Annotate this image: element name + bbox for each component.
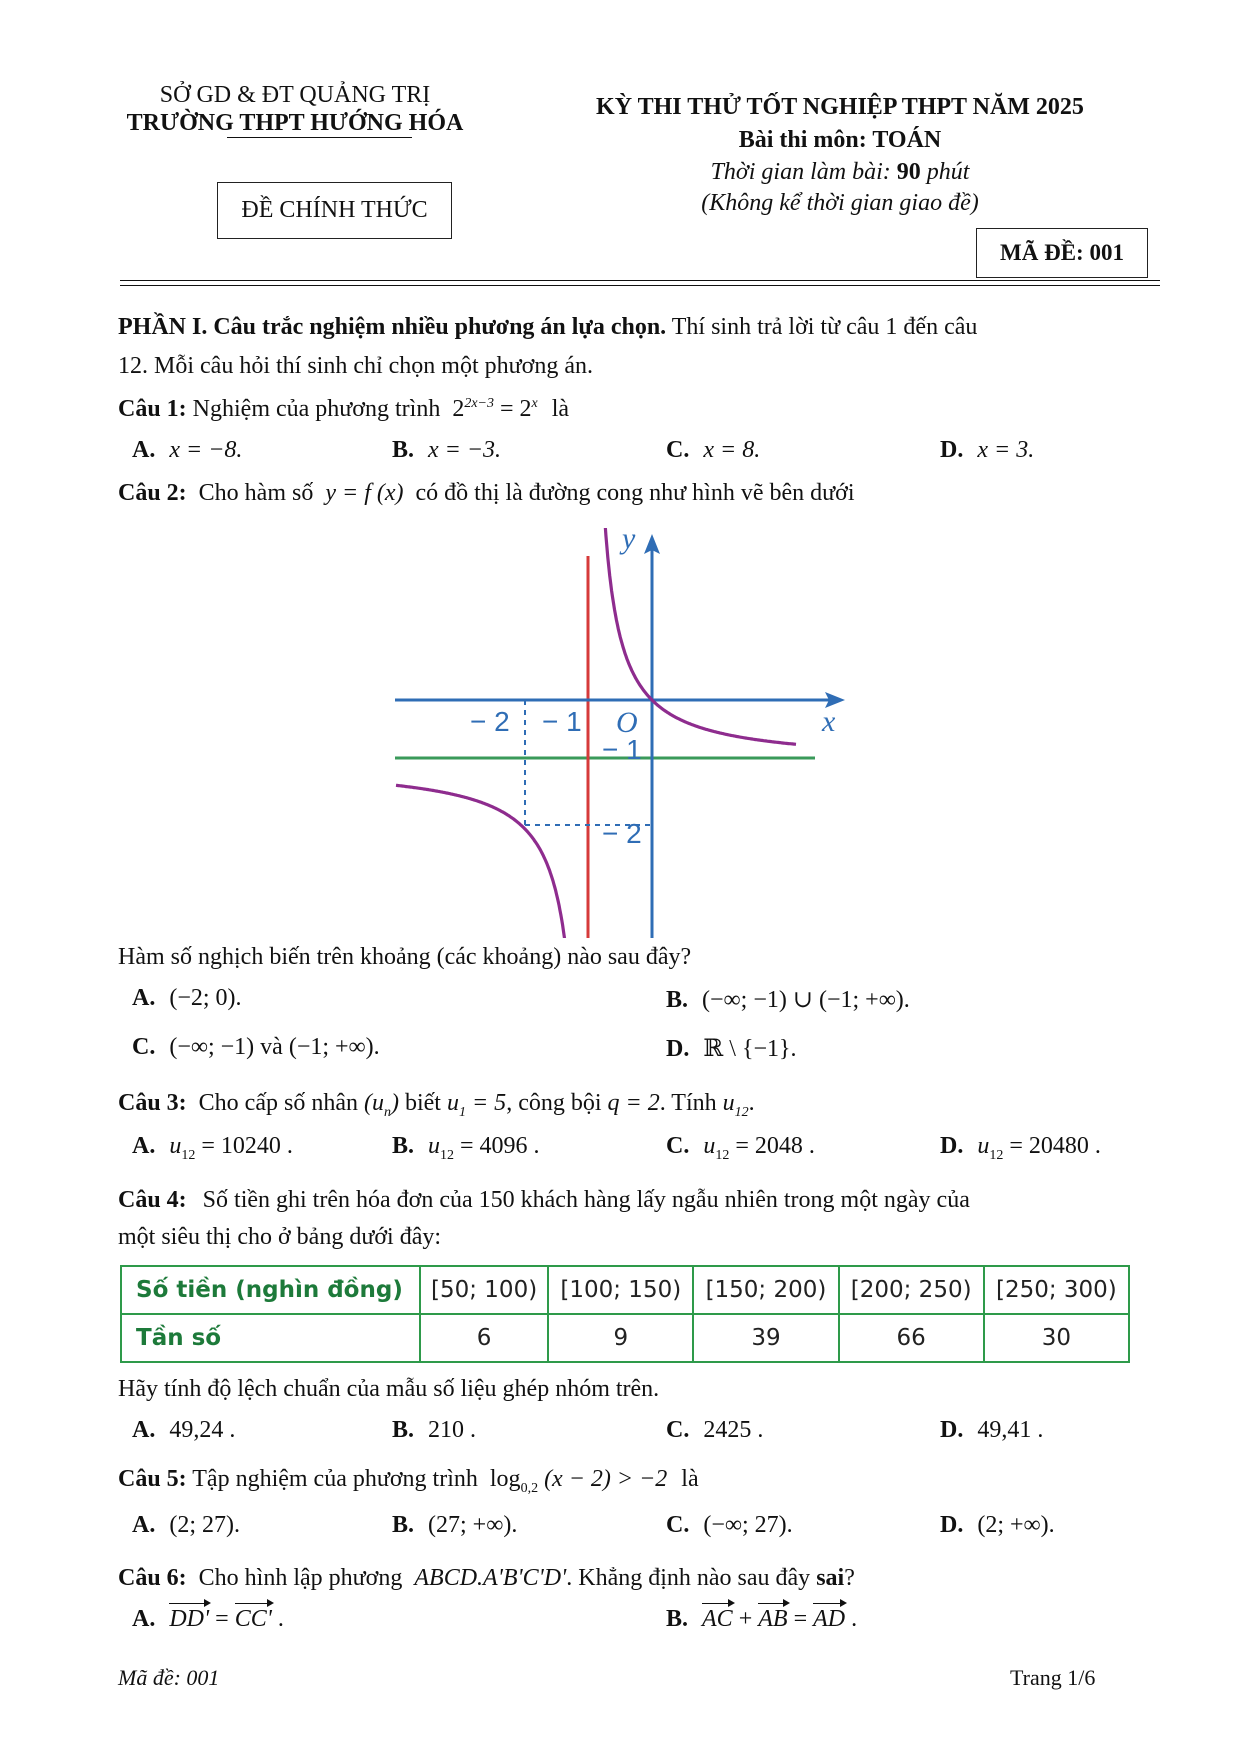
q3-text-c: , công bội bbox=[506, 1090, 602, 1116]
option-sub: 12 bbox=[989, 1147, 1004, 1163]
option-text: x = 3. bbox=[977, 437, 1035, 463]
q3-text-e: . bbox=[748, 1090, 755, 1116]
option-text: (27; +∞). bbox=[428, 1512, 518, 1538]
q5-log: log bbox=[489, 1466, 521, 1492]
q3-u12-u: u bbox=[722, 1090, 735, 1116]
q3-u1-u: u bbox=[446, 1090, 459, 1116]
time-note: (Không kể thời gian giao đề) bbox=[701, 190, 979, 216]
q3-text-a: Cho cấp số nhân bbox=[198, 1090, 358, 1116]
q4-option-c bbox=[666, 1417, 763, 1444]
q5-option-d bbox=[940, 1512, 1055, 1539]
q1-label: Câu 1: bbox=[118, 396, 187, 422]
curve-left-branch bbox=[396, 785, 570, 938]
option-text: x = −8. bbox=[169, 437, 243, 463]
q3-seq-sub: n bbox=[383, 1104, 391, 1120]
q1-eq-exp2: x bbox=[531, 396, 538, 411]
q2-option-c bbox=[132, 1034, 380, 1061]
table-freq-label: Tần số bbox=[121, 1314, 420, 1362]
table-cell: 30 bbox=[984, 1314, 1129, 1362]
option-text: 49,24 . bbox=[169, 1417, 236, 1443]
option-label: A. bbox=[132, 1512, 156, 1538]
q4-question: Hãy tính độ lệch chuẩn của mẫu số liệu ghép nhóm trên. bbox=[118, 1376, 660, 1402]
table-row bbox=[121, 1314, 1129, 1362]
option-label: B. bbox=[666, 987, 689, 1013]
q5-stem bbox=[118, 1466, 699, 1497]
q6-q: ? bbox=[844, 1565, 855, 1591]
time-prefix: Thời gian làm bài: bbox=[710, 159, 897, 185]
option-text: x = −3. bbox=[428, 437, 502, 463]
q5-inequality bbox=[489, 1466, 668, 1496]
q4-stem bbox=[118, 1187, 970, 1214]
q3-u1-val: = 5 bbox=[465, 1090, 507, 1116]
table-cell: 39 bbox=[693, 1314, 838, 1362]
time-suffix: phút bbox=[920, 159, 970, 185]
q1-stem bbox=[118, 396, 569, 423]
q1-eq-base: 2 bbox=[452, 396, 465, 422]
option-sub: 12 bbox=[181, 1147, 196, 1163]
option-u: u bbox=[703, 1133, 716, 1159]
table-cell: [150; 200) bbox=[693, 1266, 838, 1314]
q3-text-d: . Tính bbox=[659, 1090, 717, 1116]
q4-option-a bbox=[132, 1417, 235, 1444]
q4-option-b bbox=[392, 1417, 476, 1444]
table-cell: [200; 250) bbox=[839, 1266, 984, 1314]
q3-u1 bbox=[446, 1090, 507, 1120]
option-label: B. bbox=[392, 437, 415, 463]
time-value: 90 bbox=[896, 159, 921, 185]
exam-time bbox=[540, 159, 1140, 186]
q1-option-d bbox=[940, 437, 1034, 464]
q5-log-sub: 0,2 bbox=[520, 1480, 539, 1496]
option-end: . bbox=[845, 1606, 858, 1632]
q5-text: Tập nghiệm của phương trình bbox=[192, 1466, 478, 1492]
q3-option-b bbox=[392, 1133, 540, 1164]
q6-cube: ABCD.A'B'C'D' bbox=[414, 1565, 567, 1591]
header-rule-top bbox=[120, 280, 1160, 281]
part1-heading: PHẦN I. Câu trắc nghiệm nhiều phương án lựa chọn. bbox=[118, 314, 667, 340]
q3-label: Câu 3: bbox=[118, 1090, 187, 1116]
option-label: D. bbox=[940, 437, 964, 463]
option-u: u bbox=[428, 1133, 441, 1159]
option-label: A. bbox=[132, 1133, 156, 1159]
q5-option-b bbox=[392, 1512, 517, 1539]
q6-stem bbox=[118, 1565, 855, 1592]
q3-ratio: q = 2 bbox=[607, 1090, 660, 1116]
option-label: C. bbox=[132, 1034, 156, 1060]
q6-label: Câu 6: bbox=[118, 1565, 187, 1591]
footer-code: Mã đề: 001 bbox=[118, 1665, 220, 1690]
school-underline bbox=[227, 137, 412, 138]
function-graph bbox=[390, 528, 850, 938]
option-end: . bbox=[271, 1606, 284, 1632]
q2-text-a: Cho hàm số bbox=[198, 480, 314, 506]
option-label: B. bbox=[392, 1417, 415, 1443]
q5-option-a bbox=[132, 1512, 240, 1539]
y-axis-label: y bbox=[622, 528, 636, 555]
tick-x-minus2: − 2 bbox=[470, 706, 510, 737]
q3-option-c bbox=[666, 1133, 815, 1164]
table-cell: 66 bbox=[839, 1314, 984, 1362]
table-cell: [50; 100) bbox=[420, 1266, 548, 1314]
table-cell: [250; 300) bbox=[984, 1266, 1129, 1314]
table-cell: 6 bbox=[420, 1314, 548, 1362]
table-row bbox=[121, 1266, 1129, 1314]
tick-y-minus2: − 2 bbox=[602, 818, 642, 849]
q4-text-b: một siêu thị cho ở bảng dưới đây: bbox=[118, 1224, 442, 1250]
option-sub: 12 bbox=[440, 1147, 455, 1163]
option-label: B. bbox=[392, 1512, 415, 1538]
header-rule-bottom bbox=[120, 285, 1160, 286]
q1-eq-exp: 2x−3 bbox=[464, 396, 494, 411]
option-text: 210 . bbox=[428, 1417, 477, 1443]
q1-eq-mid: = 2 bbox=[494, 396, 532, 422]
q1-option-b bbox=[392, 437, 501, 464]
x-axis-label: x bbox=[822, 705, 836, 738]
option-text: (−2; 0). bbox=[169, 985, 242, 1011]
q1-option-a bbox=[132, 437, 242, 464]
origin-label: O bbox=[616, 706, 638, 739]
option-eq: = bbox=[209, 1606, 235, 1632]
q5-end: là bbox=[681, 1466, 699, 1492]
q5-label: Câu 5: bbox=[118, 1466, 187, 1492]
option-label: C. bbox=[666, 1133, 690, 1159]
option-label: A. bbox=[132, 1417, 156, 1443]
footer-page: Trang 1/6 bbox=[1010, 1665, 1096, 1690]
part1-intro-a: Thí sinh trả lời từ câu 1 đến câu bbox=[666, 314, 978, 340]
option-text: (−∞; −1) ∪ (−1; +∞). bbox=[702, 987, 910, 1013]
part1-title bbox=[118, 314, 977, 341]
option-label: C. bbox=[666, 437, 690, 463]
option-val: = 2048 . bbox=[729, 1133, 815, 1159]
table-header-label: Số tiền (nghìn đồng) bbox=[121, 1266, 420, 1314]
q2-option-b bbox=[666, 985, 910, 1014]
option-text: x = 8. bbox=[703, 437, 761, 463]
q3-u12-sub: 12 bbox=[734, 1104, 749, 1120]
q4-text-a: Số tiền ghi trên hóa đơn của 150 khách hàng lấy ngẫu nhiên trong một ngày của bbox=[202, 1187, 970, 1213]
option-plus: + bbox=[732, 1606, 759, 1632]
exam-code-box: MÃ ĐỀ: 001 bbox=[976, 228, 1148, 278]
q3-option-d bbox=[940, 1133, 1101, 1164]
option-label: D. bbox=[940, 1417, 964, 1443]
tick-y-minus1: − 1 bbox=[602, 734, 642, 765]
vector-ab: AB bbox=[758, 1606, 788, 1632]
option-u: u bbox=[169, 1133, 182, 1159]
option-text: (2; +∞). bbox=[977, 1512, 1055, 1538]
option-eq: = bbox=[787, 1606, 814, 1632]
option-text: (−∞; −1) và (−1; +∞). bbox=[169, 1034, 380, 1060]
q2-stem bbox=[118, 480, 855, 507]
q6-text-a: Cho hình lập phương bbox=[198, 1565, 403, 1591]
option-label: A. bbox=[132, 437, 156, 463]
q3-seq bbox=[363, 1090, 399, 1120]
option-u: u bbox=[977, 1133, 990, 1159]
option-val: = 4096 . bbox=[454, 1133, 540, 1159]
part1-intro-b: 12. Mỗi câu hỏi thí sinh chỉ chọn một phương án. bbox=[118, 353, 593, 379]
q3-seq-end: ) bbox=[390, 1090, 399, 1116]
option-label: A. bbox=[132, 1606, 156, 1632]
q2-label: Câu 2: bbox=[118, 480, 187, 506]
dept-name: SỞ GD & ĐT QUẢNG TRỊ bbox=[159, 82, 431, 108]
vector-dd: DD' bbox=[169, 1606, 210, 1632]
option-text: 49,41 . bbox=[977, 1417, 1044, 1443]
option-label: B. bbox=[666, 1606, 689, 1632]
option-sub: 12 bbox=[715, 1147, 730, 1163]
subject: Bài thi môn: TOÁN bbox=[738, 127, 942, 153]
q3-stem bbox=[118, 1090, 755, 1121]
table-cell: [100; 150) bbox=[548, 1266, 693, 1314]
option-label: C. bbox=[666, 1512, 690, 1538]
option-val: = 20480 . bbox=[1003, 1133, 1101, 1159]
q4-label: Câu 4: bbox=[118, 1187, 187, 1213]
option-label: D. bbox=[666, 1036, 690, 1062]
q6-sai: sai bbox=[816, 1565, 845, 1591]
q6-text-b: . Khẳng định nào sau đây bbox=[566, 1565, 811, 1591]
table-cell: 9 bbox=[548, 1314, 693, 1362]
q3-seq-u: (u bbox=[363, 1090, 384, 1116]
option-label: C. bbox=[666, 1417, 690, 1443]
q1-text: Nghiệm của phương trình bbox=[192, 396, 441, 422]
q1-end: là bbox=[551, 396, 570, 422]
option-text: (−∞; 27). bbox=[703, 1512, 793, 1538]
q5-log-rest: (x − 2) > −2 bbox=[538, 1466, 668, 1492]
option-text: 2425 . bbox=[703, 1417, 764, 1443]
option-label: A. bbox=[132, 985, 156, 1011]
option-label: B. bbox=[392, 1133, 415, 1159]
frequency-table bbox=[120, 1265, 1130, 1363]
vector-cc: CC' bbox=[234, 1606, 272, 1632]
q1-equation bbox=[452, 396, 537, 422]
tick-x-minus1: − 1 bbox=[542, 706, 582, 737]
q2-question: Hàm số nghịch biến trên khoảng (các khoảng) nào sau đây? bbox=[118, 944, 692, 970]
option-text: ℝ \ {−1}. bbox=[703, 1036, 797, 1062]
q5-option-c bbox=[666, 1512, 793, 1539]
q2-option-a bbox=[132, 985, 242, 1012]
option-val: = 10240 . bbox=[195, 1133, 293, 1159]
vector-ad: AD bbox=[813, 1606, 846, 1632]
q6-option-b bbox=[666, 1606, 857, 1633]
option-label: D. bbox=[940, 1512, 964, 1538]
q3-u12 bbox=[722, 1090, 749, 1120]
option-label: D. bbox=[940, 1133, 964, 1159]
q2-option-d bbox=[666, 1034, 797, 1063]
q2-text-b: có đồ thị là đường cong như hình vẽ bên dưới bbox=[415, 480, 855, 506]
q4-option-d bbox=[940, 1417, 1043, 1444]
exam-title: KỲ THI THỬ TỐT NGHIỆP THPT NĂM 2025 bbox=[596, 94, 1084, 120]
q1-option-c bbox=[666, 437, 760, 464]
q2-func: y = f (x) bbox=[325, 480, 404, 506]
official-badge: ĐỀ CHÍNH THỨC bbox=[217, 182, 452, 239]
q3-option-a bbox=[132, 1133, 293, 1164]
q6-option-a bbox=[132, 1606, 284, 1633]
school-name: TRƯỜNG THPT HƯỚNG HÓA bbox=[126, 110, 464, 136]
q3-text-b: biết bbox=[404, 1090, 441, 1116]
option-text: (2; 27). bbox=[169, 1512, 240, 1538]
vector-ac: AC bbox=[702, 1606, 733, 1632]
q3-u1-sub: 1 bbox=[458, 1104, 466, 1120]
